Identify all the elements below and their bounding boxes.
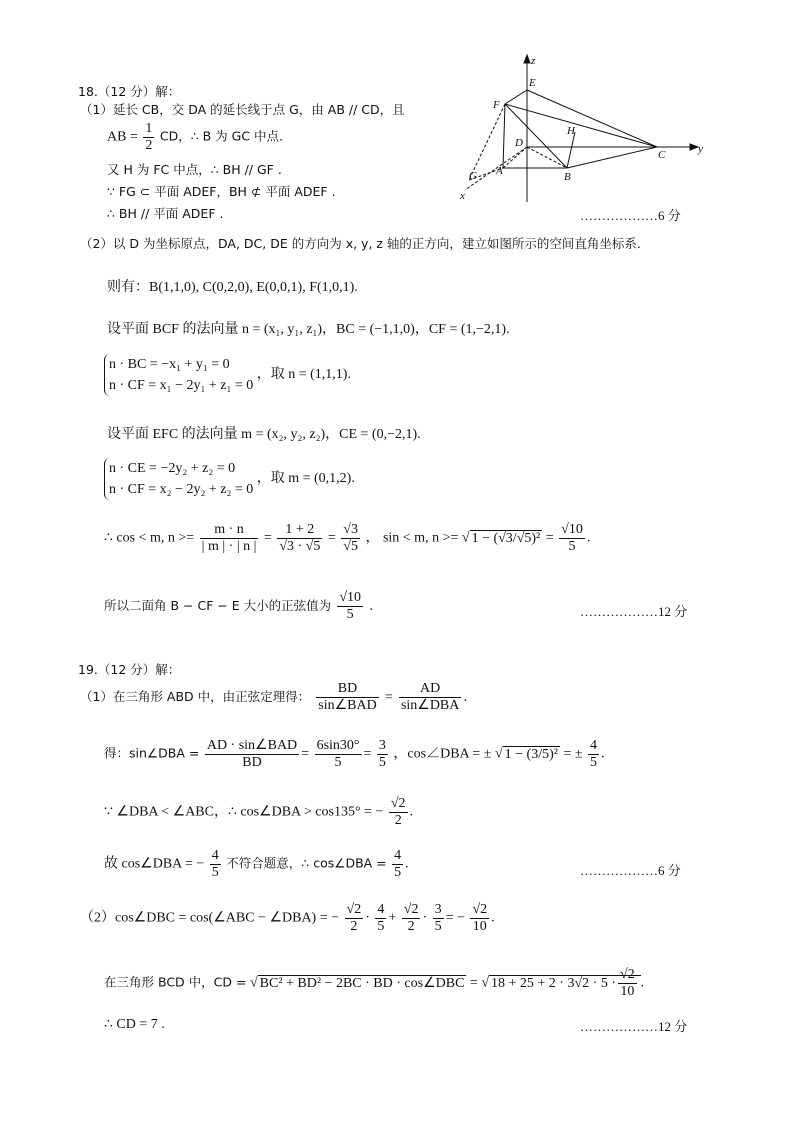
fig-label-C: C (658, 149, 666, 161)
frac-num: 1 + 2 (277, 522, 322, 539)
edge-EC (527, 90, 657, 147)
q19-header: 19.（12 分）解： (78, 662, 181, 677)
frac-den: 5 (590, 755, 598, 770)
q19-cos-dbc-lead: （2）cos∠DBC = cos(∠ABC − ∠DBA) = − (80, 910, 340, 926)
frac-num: AD (399, 681, 461, 698)
q19-frac-sin-calc (205, 738, 299, 771)
q19-frac-sqrt2-2 (389, 796, 408, 829)
q18-ab-eq: AB = (107, 129, 138, 145)
period: . (369, 599, 374, 614)
radical: √ 1 − (√3/√5)² (461, 530, 541, 546)
radical: √ 1 − (3/5)² (494, 746, 558, 762)
fig-label-y: y (698, 143, 703, 155)
frac-num: 3 (434, 902, 442, 917)
q18-system1-result: ，取 n = (1,1,1). (256, 367, 351, 383)
frac-den: 10 (620, 984, 635, 999)
frac-num: 4 (211, 848, 219, 863)
edge-BH (567, 132, 575, 168)
frac-num: 4 (377, 902, 385, 917)
frac-num: 4 (590, 738, 598, 753)
frac-den: 2 (145, 138, 153, 153)
frac-num: √2 (390, 796, 406, 811)
q19-cd-radicand1: BC² + BD² − 2BC · BD · cos∠DBC (259, 975, 465, 991)
q18-cos-frac3 (341, 522, 360, 555)
frac-d (433, 902, 444, 935)
q18-part1-line5: ∴ BH // 平面 ADEF . (107, 206, 224, 221)
q18-system2-brace (104, 458, 253, 500)
frac-f (618, 967, 637, 1000)
frac-den: 5 (434, 919, 442, 934)
frac-num: 3 (378, 738, 386, 753)
frac-den: 2 (407, 919, 415, 934)
q18-part1-line4: ∵ FG ⊂ 平面 ADEF，BH ⊄ 平面 ADEF . (107, 184, 336, 199)
q19-part1-line2: 得：sin∠DBA = $\frac{\text{AD · sin∠BAD}}{BD}$ = $\frac{6\sin 30^\circ}{5}$ = $\frac{3}{5}$ ，cos∠DBA = ± √ 1 − (3/5)² = ± $\frac{4}{5}$ . (104, 738, 605, 770)
q18-cos-lead: ∴ cos < m, n >= (104, 530, 195, 546)
q19-cd-result: ∴ CD = 7 . (104, 1017, 165, 1032)
fig-label-H: H (567, 125, 575, 137)
q19-frac-3-5 (377, 738, 388, 771)
fig-label-A: A (496, 165, 503, 177)
edge-FB (505, 104, 567, 168)
frac-den: √3 · √5 (279, 539, 321, 554)
q18-conclusion-text: 所以二面角 B − CF − E 大小的正弦值为 (104, 598, 332, 613)
frac-num: 4 (394, 848, 402, 863)
q19-frac-6sin30 (315, 738, 362, 771)
q18-coordinates: 则有：B(1,1,0), C(0,2,0), E(0,0,1), F(1,0,1). (107, 280, 358, 295)
q19-frac-4-5 (588, 738, 599, 771)
frac-den: 5 (394, 865, 402, 880)
q18-sin-lead: ， sin < m, n >= (365, 530, 459, 546)
q18-cos-frac1 (200, 522, 259, 555)
q18-system1-eq1: n · BC = −x₁ + y₁ = 0 (109, 357, 230, 372)
edge-DB (527, 147, 567, 168)
q19-frac-ad (399, 681, 461, 714)
q18-score-12: ………………12 分 (580, 604, 688, 619)
q18-header: 18.（12 分）解： (78, 84, 181, 99)
q19-part2-line1: （2）cos∠DBC = cos(∠ABC − ∠DBA) = − $\frac{√2}{2}$ · $\frac{4}{5}$ + $\frac{√2}{2}$ · $\frac{3}{5}$ = − $\frac{√2}{10}$ . (80, 902, 495, 934)
frac-den: 5 (378, 755, 386, 770)
eq-sign: = (263, 530, 272, 546)
frac-den: 5 (346, 607, 354, 622)
frac-num: √10 (561, 522, 583, 537)
q18-system1-brace (104, 354, 253, 396)
frac-c (402, 902, 421, 935)
frac-num: 1 (145, 121, 153, 136)
q19-frac-pos-4-5 (392, 848, 403, 881)
frac-num: √2 (619, 967, 635, 982)
frac-num: AD · sin∠BAD (206, 738, 298, 753)
q19-cos-dba-lead: ，cos∠DBA = ± (393, 746, 492, 762)
frac-a (345, 902, 364, 935)
q19-frac-bd (316, 681, 378, 714)
frac-num: BD (316, 681, 378, 698)
frac-num: √3 (343, 522, 358, 537)
frac-den: 5 (211, 865, 219, 880)
q19-frac-neg-4-5 (210, 848, 221, 881)
frac-num: √2 (346, 902, 362, 917)
eq-sign: = (327, 530, 336, 546)
frac-den: 2 (350, 919, 358, 934)
fig-label-D: D (515, 137, 523, 149)
fig-label-x: x (460, 190, 465, 202)
q19-angle-compare: ∵ ∠DBA < ∠ABC，∴ cos∠DBA > cos135° = − (104, 804, 384, 820)
q18-normal-efc: 设平面 EFC 的法向量 m = (x₂, y₂, z₂)，CE = (0,−2,1). (107, 427, 421, 442)
edge-BC (567, 147, 657, 168)
q18-system2-eq1: n · CE = −2y₂ + z₂ = 0 (109, 461, 236, 476)
q18-system1-eq2: n · CF = x₁ − 2y₁ + z₁ = 0 (109, 378, 254, 393)
q19-part1-line4: 故 cos∠DBA = − $\frac{4}{5}$ 不符合题意，∴ cos∠DBA = $\frac{4}{5}$ . (104, 848, 409, 880)
q18-part1-line2 (107, 121, 283, 154)
frac-den: | m | · | n | (201, 539, 257, 554)
z-arrow (524, 55, 530, 63)
q18-score-6: ………………6 分 (580, 208, 681, 223)
q18-midpoint-text: CD，∴ B 为 GC 中点. (159, 128, 284, 144)
q19-sine-law-text: （1）在三角形 ABD 中，由正弦定理得： (80, 689, 311, 704)
frac-num: √2 (403, 902, 419, 917)
fig-label-E: E (529, 77, 536, 89)
q19-score-6: ………………6 分 (580, 863, 681, 878)
frac-b (375, 902, 386, 935)
frac-den: 5 (377, 919, 385, 934)
q19-part1-line3: ∵ ∠DBA < ∠ABC，∴ cos∠DBA > cos135° = − $\frac{√2}{2}$ . (104, 796, 414, 828)
q18-figure (455, 52, 715, 202)
fig-label-B: B (564, 171, 571, 183)
frac-num: √10 (339, 590, 362, 605)
edge-FA (503, 104, 505, 168)
radicand-text: 18 + 25 + 2 · 3√2 · 5 · (491, 975, 616, 991)
q18-part1-line1: （1）延长 CB，交 DA 的延长线于点 G，由 AB // CD，且 (80, 102, 405, 117)
edge-EF (505, 90, 527, 104)
q19-sin-dba-lead: 得：sin∠DBA = (104, 745, 200, 761)
frac-num: √2 (472, 902, 488, 917)
q19-cd-lead: 在三角形 BCD 中，CD = (104, 974, 247, 990)
q19-part2-line2: 在三角形 BCD 中，CD = √ BC² + BD² − 2BC · BD · cos∠DBC = √ 18 + 25 + 2 · 3√2 · 5 · $\frac{√2}{10}$ . (104, 967, 645, 999)
q18-system2-eq2: n · CF = x₂ − 2y₂ + z₂ = 0 (109, 482, 254, 497)
q18-half-fraction (143, 121, 154, 154)
fig-label-G: G (469, 170, 477, 182)
frac-den: sin∠BAD (318, 698, 377, 713)
frac-e (470, 902, 489, 935)
q18-sin-radicand: 1 − (√3/√5)² (471, 530, 541, 546)
frac-den: BD (242, 755, 262, 770)
q19-score-12: ………………12 分 (580, 1019, 688, 1034)
edge-FC (505, 104, 657, 147)
q19-pm: = ± (563, 746, 583, 762)
frac-den: 5 (568, 539, 576, 554)
q18-system1 (104, 354, 351, 396)
q19-cos-radicand: 1 − (3/5)² (504, 746, 558, 762)
fig-label-F: F (493, 99, 500, 111)
q18-part2-line1: （2）以 D 为坐标原点，DA, DC, DE 的方向为 x, y, z 轴的正方向，建立如图所示的空间直角坐标系. (80, 236, 641, 251)
eq-sign: = (545, 530, 554, 546)
frac-den: sin∠DBA (400, 698, 460, 713)
q18-sin-frac (559, 522, 585, 555)
radical: √ BC² + BD² − 2BC · BD · cos∠DBC (249, 975, 465, 991)
q19-reject-text: 不符合题意，∴ cos∠DBA = (226, 855, 387, 871)
frac-den: √5 (343, 539, 358, 554)
q19-reject-lead: 故 cos∠DBA = − (104, 856, 205, 872)
q19-cd-radicand2 (489, 967, 641, 999)
q18-conclusion (104, 590, 373, 623)
frac-num: m · n (200, 522, 259, 539)
frac-num: 6sin30° (316, 738, 360, 753)
radical: √ 18 + 25 + 2 · 3√2 · 5 · $\frac{√2}{10}$ (481, 975, 640, 991)
frac-den: 5 (334, 755, 342, 770)
q18-conclusion-frac (337, 590, 363, 623)
q19-part1-line1: （1）在三角形 ABD 中，由正弦定理得： $\frac{BD}{\text{sin∠BAD}}$ = $\frac{AD}{\text{sin∠DBA}}$ . (80, 681, 468, 713)
q18-normal-bcf: 设平面 BCF 的法向量 n = (x₁, y₁, z₁)，BC = (−1,1,0)，CF = (1,−2,1). (107, 322, 510, 337)
fig-label-z: z (531, 55, 536, 67)
q18-system2-result: ，取 m = (0,1,2). (256, 471, 355, 487)
q18-system2 (104, 458, 355, 500)
edge-AD (503, 147, 527, 168)
frac-den: 10 (472, 919, 487, 934)
q18-part1-line3: 又 H 为 FC 中点，∴ BH // GF . (107, 162, 282, 177)
y-arrow (690, 144, 698, 150)
q18-cos-line: ∴ cos < m, n >= $\frac{m \cdot n}{| m | \cdot | n |}$ = $\frac{1 + 2}{√3 \cdot √5}$ = $\frac{√3}{√5}$ ， sin < m, n >= √ 1 − (√3/√5)² = $\frac{√10}{5}$ . (104, 522, 591, 554)
q18-cos-frac2 (277, 522, 322, 555)
frac-den: 2 (394, 813, 402, 828)
